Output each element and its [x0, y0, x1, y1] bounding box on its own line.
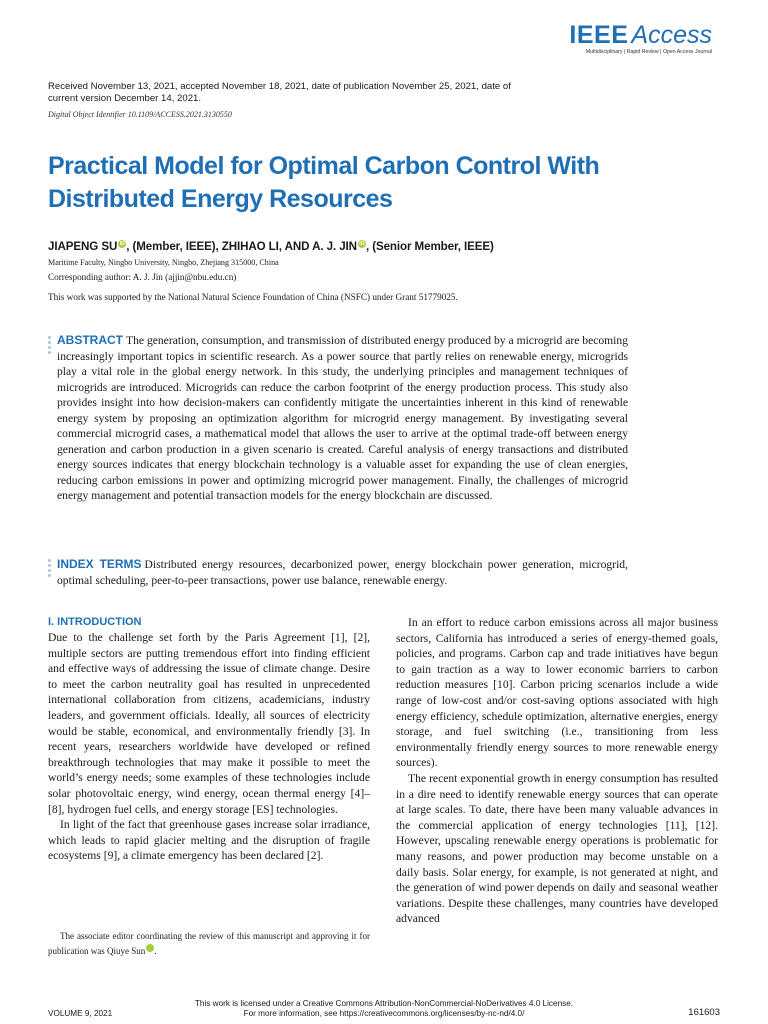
index-terms-label: INDEX TERMS	[57, 557, 142, 571]
editor-footnote: The associate editor coordinating the review of this manuscript and approving it for publication was Qiuye Sun iD.	[48, 931, 370, 956]
editor-footnote-text: The associate editor coordinating the review of this manuscript and approving it for publication was Qiuye Sun	[48, 931, 370, 956]
intro-paragraph-3: In an effort to reduce carbon emissions across all major business sectors, California has introduced a series of energy-themed goals, policies, and programs. Carbon cap and trade initiatives have begun to gain traction as a way to lower economic barriers to carbon reduction measures [10]. Carbon pricing scenarios include a wide range of low-cost and/or cost-saving options associated with high energy efficiency, schedule optimization, alternative energies, energy storage, and fuel switching (i.e., transitioning from less environmentally friendly energy sources to more renewable energy sources).	[396, 616, 718, 770]
intro-paragraph-4: The recent exponential growth in energy consumption has resulted in a dire need to identify renewable energy sources that can operate at large scales. To date, there have been many valuable advances in the commercial application of energy technologies [11], [12]. However, upscaling renewable energy operations is problematic for many reasons, and power production may become unstable on a daily basis. Solar energy, for example, is not generated at night, and the generation of wind power depends on daily and seasonal weather variations. Despite these challenges, many countries have developed advanced	[396, 771, 718, 926]
doi: Digital Object Identifier 10.1109/ACCESS.2021.3130550	[48, 110, 232, 119]
author-line-middle: , (Member, IEEE), ZHIHAO LI, AND A. J. JIN	[126, 240, 357, 253]
intro-paragraph-2: In light of the fact that greenhouse gases increase solar irradiance, which leads to rapid glacier melting and the disruption of fragile ecosystems [9], a climate emergency has been declared [2].	[48, 818, 370, 863]
abstract-text: The generation, consumption, and transmission of distributed energy produced by a microgrid are becoming increasingly important topics in scientific research. As a power source that partly relies on renewable energy, microgrids play a vital role in the global energy network. In this study, the underlying principles and management techniques of microgrids are introduced. Microgrids can reduce the carbon footprint of the energy production process. This study also provides insight into how decision-makers can confidently mitigate the uncertainties inherent in this kind of renewable energy system by proposing an optimization algorithm for microgrid energy management. By investigating several commercial microgrid cases, a mathematical model that allows the user to arrive at the optimal trade-off between energy generation and carbon production in a given scenario is created. Careful analysis of energy transactions and distributed energy sources indicates that energy blockchain technology is a valuable asset for expanding the use of clean energies, reducing carbon emissions in power and optimizing microgrid power management. Finally, the challenges of microgrid energy management and potential transaction models for the energy blockchain are discussed.	[57, 334, 628, 502]
index-terms-dots-icon	[48, 559, 52, 579]
logo-access-text: Access	[631, 21, 712, 49]
abstract-dots-icon	[48, 336, 52, 356]
abstract	[57, 333, 628, 504]
index-terms	[57, 557, 628, 588]
abstract-label: ABSTRACT	[57, 333, 123, 347]
orcid-icon[interactable]: iD	[119, 241, 125, 247]
logo-ieee-text: IEEE	[569, 21, 629, 49]
intro-paragraph-1: Due to the challenge set forth by the Paris Agreement [1], [2], multiple sectors are putting tremendous effort into finding efficient and effective ways of addressing the issue of climate change. Desire to meet the carbon neutrality goal has resulted in unprecedented international collaboration from citizens, academicians, industry leaders, and government officials. Ideally, all sources of electricity would be stable, economical, and environmentally friendly [3]. In recent years, researchers worldwide have developed or refined breakthrough technologies that may make it possible to meet the world’s energy needs; some examples of these technologies include solar photovoltaic energy, wind energy, ocean thermal energy [4]–[8], hydrogen fuel cells, and energy storage [ES] technologies.	[48, 631, 370, 816]
ieee-access-logo	[569, 22, 712, 55]
author-line-end: , (Senior Member, IEEE)	[365, 240, 494, 253]
paper-title: Practical Model for Optimal Carbon Control With Distributed Energy Resources	[48, 152, 600, 213]
funding-note: This work was supported by the National Natural Science Foundation of China (NSFC) under Grant 51779025.	[48, 292, 458, 302]
section-heading-introduction: I. INTRODUCTION	[48, 616, 142, 628]
right-column	[396, 615, 718, 927]
volume-label: VOLUME 9, 2021	[48, 1009, 113, 1018]
corresponding-author: Corresponding author: A. J. Jin (ajjin@nbu.edu.cn)	[48, 272, 237, 282]
page-number: 161603	[688, 1007, 720, 1018]
affiliation: Maritime Faculty, Ningbo University, Ningbo, Zhejiang 315000, China	[48, 258, 279, 267]
author-line	[48, 240, 728, 254]
journal-tagline: Multidisciplinary | Rapid Review | Open Access Journal	[585, 49, 712, 55]
orcid-icon[interactable]: iD	[359, 241, 365, 247]
license-line-1: This work is licensed under a Creative Commons Attribution-NonCommercial-NoDerivatives 4.0 License.	[194, 999, 574, 1008]
orcid-icon[interactable]: iD	[146, 944, 154, 952]
publication-dates: Received November 13, 2021, accepted November 18, 2021, date of publication November 25, 2021, date of current version December 14, 2021.	[48, 81, 511, 104]
license-line-2[interactable]: For more information, see https://creativecommons.org/licenses/by-nc-nd/4.0/	[243, 1009, 525, 1018]
author-1-name: JIAPENG SU	[48, 240, 118, 253]
license-notice	[160, 999, 608, 1019]
index-terms-text: Distributed energy resources, decarbonized power, energy blockchain power generation, microgrid, optimal scheduling, peer-to-peer transactions, power use balance, renewable energy.	[57, 558, 628, 587]
left-column	[48, 615, 370, 864]
